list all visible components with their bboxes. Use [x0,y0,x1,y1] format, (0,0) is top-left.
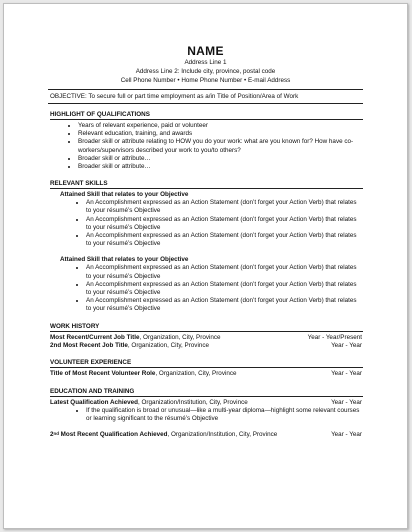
ordinal-number: 2 [50,431,54,439]
work-entry [48,342,363,350]
address-line-2: Address Line 2: Include city, province, postal code [135,68,276,75]
skills-section-title [48,177,363,189]
qualification-details: , Organization/Institution, City, Province [167,431,278,439]
highlights-section-title [48,108,363,120]
list-item: • Relevant education, training, and awards [78,130,363,138]
skill-group-heading: Attained Skill that relates to your Objective [60,256,189,264]
qualification-years: Year - Year [331,431,362,439]
divider [48,103,363,104]
job-details: , Organization, City, Province [139,333,221,341]
list-item: • An Accomplishment expressed as an Action Statement (don’t forget your Action Verb) that relates to your résumé’s Objective [86,264,363,280]
qualification-title: Latest Qualification Achieved [50,398,138,406]
work-heading: WORK HISTORY [50,323,363,332]
job-title: Most Recent/Current Job Title [50,333,140,341]
resume-name: NAME [187,44,224,58]
volunteer-entry [48,370,363,378]
job-years: Year - Year [331,341,362,349]
resume-content [48,44,363,440]
list-item: • An Accomplishment expressed as an Action Statement (don’t forget your Action Verb) that relates to your résumé’s Objective [86,281,363,297]
list-item: • An Accomplishment expressed as an Action Statement (don’t forget your Action Verb) that relates to your résumé’s Objective [86,297,363,313]
education-entry [48,399,363,407]
list-item: • If the qualification is broad or unusual—like a multi-year diploma—highlight some relevant courses or learning significant to the résumé’s Objective [86,407,363,423]
qualification-title: Most Recent Qualification Achieved [58,431,168,439]
list-item: • An Accomplishment expressed as an Action Statement (don’t forget your Action Verb) that relates to your résumé’s Objective [86,199,363,215]
volunteer-title: Title of Most Recent Volunteer Role [50,370,156,378]
list-item: • Broader skill or attribute relating to HOW you do your work: what are you known for? How have co-workers/supervisors described your work to you/to others? [78,138,363,154]
volunteer-heading: VOLUNTEER EXPERIENCE [50,359,363,368]
contact-line: Cell Phone Number • Home Phone Number • E-mail Address [120,77,291,84]
volunteer-details: , Organization, City, Province [155,370,237,378]
education-section-title [48,385,363,397]
work-entry [48,334,363,342]
skill-group-list [48,264,363,313]
qualification-years: Year - Year [331,398,362,406]
skills-heading: RELEVANT SKILLS [50,180,363,189]
highlights-list [48,122,363,171]
education-entry [48,431,363,439]
job-title: nd Most Recent Job Title [53,341,128,349]
qualification-details: , Organization/Institution, City, Province [137,398,248,406]
objective-statement: OBJECTIVE: To secure full or part time employment as a/in Title of Position/Area of Work [50,93,299,100]
list-item: • Broader skill or attribute… [78,155,363,163]
skill-group-list [48,199,363,248]
education-heading: EDUCATION AND TRAINING [50,388,363,397]
list-item: • Broader skill or attribute… [78,163,363,171]
highlights-heading: HIGHLIGHT OF QUALIFICATIONS [50,111,363,120]
volunteer-section-title [48,356,363,368]
skill-group-heading: Attained Skill that relates to your Objective [60,191,189,199]
address-line-1: Address Line 1 [184,59,227,66]
list-item: • An Accomplishment expressed as an Action Statement (don’t forget your Action Verb) that relates to your résumé’s Objective [86,232,363,248]
ordinal-suffix: nd [53,431,59,437]
ordinal-number: 2 [50,341,54,349]
volunteer-years: Year - Year [331,370,362,378]
resume-page [3,3,408,529]
job-details: , Organization, City, Province [127,341,209,349]
list-item: • An Accomplishment expressed as an Action Statement (don’t forget your Action Verb) that relates to your résumé’s Objective [86,216,363,232]
work-section-title [48,320,363,332]
list-item: • Years of relevant experience, paid or volunteer [78,122,363,130]
job-years: Year - Year/Present [307,333,362,341]
education-notes [48,407,363,423]
